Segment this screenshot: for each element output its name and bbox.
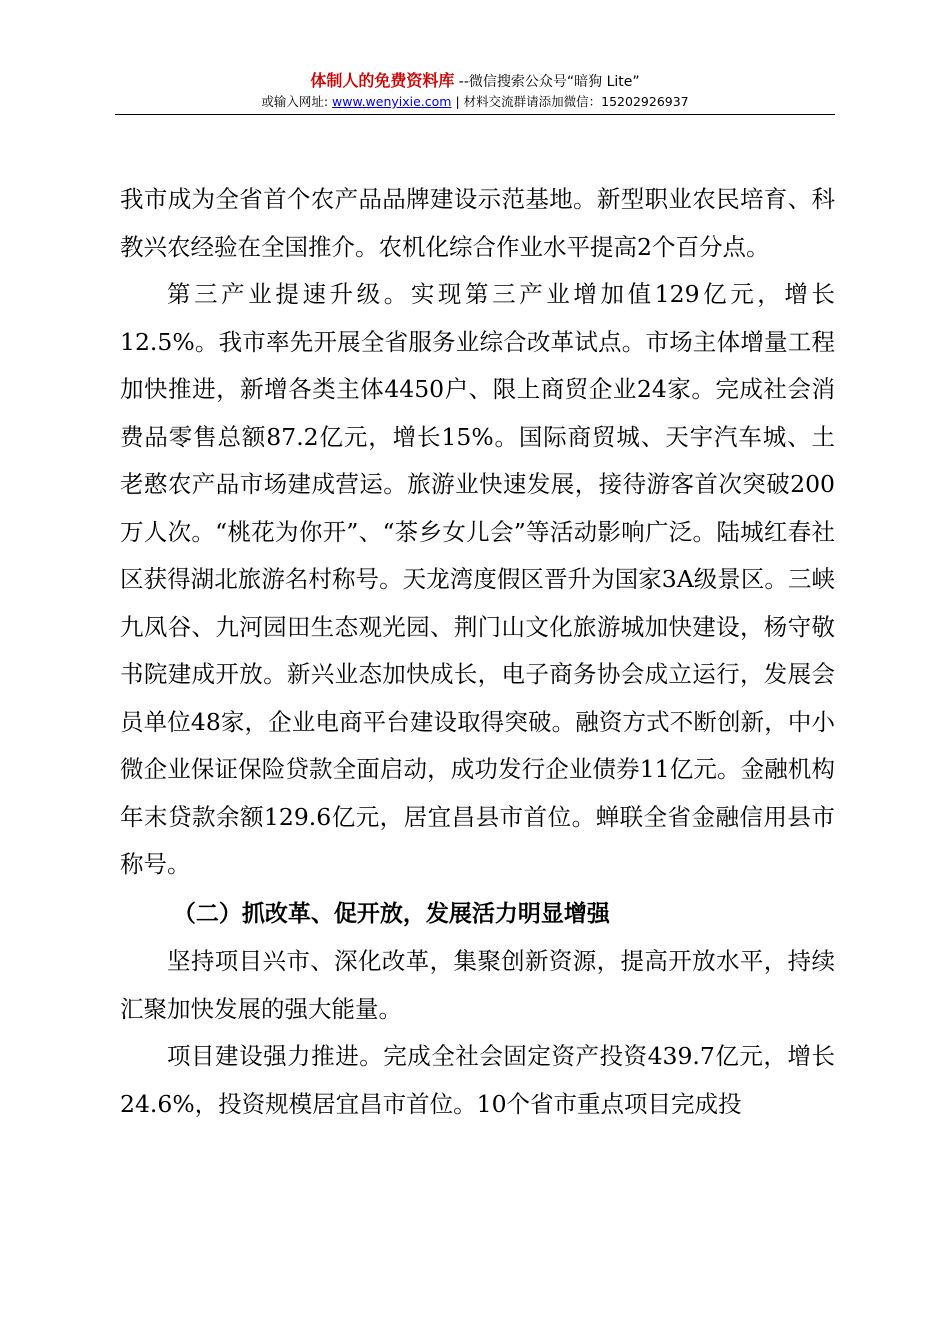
paragraph-tertiary-industry: 第三产业提速升级。实现第三产业增加值129亿元，增长12.5%。我市率先开展全省服务业综合改革试点。市场主体增量工程加快推进，新增各类主体4450户、限上商贸企业24家。完成社会消费品零售总额87.2亿元，增长15%。国际商贸城、天宇汽车城、土老憨农产品市场建成营运。旅游业快速发展，接待游客首次突破200万人次。“桃花为你开”、“茶乡女儿会”等活动影响广泛。陆城红春社区获得湖北旅游名村称号。天龙湾度假区晋升为国家3A级景区。三峡九凤谷、九河园田生态观光园、荆门山文化旅游城加快建设，杨守敬书院建成开放。新兴业态加快成长，电子商务协会成立运行，发展会员单位48家，企业电商平台建设取得突破。融资方式不断创新，中小微企业保证保险贷款全面启动，成功发行企业债券11亿元。金融机构年末贷款余额129.6亿元，居宜昌县市首位。蝉联全省金融信用县市称号。 [120, 280, 835, 878]
paragraph-project-construction: 项目建设强力推进。完成全社会固定资产投资439.7亿元，增长24.6%，投资规模居宜昌市首位。10个省市重点项目完成投 [120, 1042, 835, 1118]
header-brand-suffix: --微信搜索公众号“暗狗 Lite” [454, 74, 640, 90]
header-divider [115, 114, 835, 115]
paragraph-intro: 坚持项目兴市、深化改革，集聚创新资源，提高开放水平，持续汇聚加快发展的强大能量。 [120, 947, 835, 1023]
page-header [0, 70, 950, 111]
header-brand: 体制人的免费资料库 [310, 71, 455, 90]
section-heading: （二）抓改革、促开放，发展活力明显增强 [172, 900, 610, 927]
header-line-2 [0, 93, 950, 111]
header-url-prefix: 或输入网址: [261, 94, 333, 109]
document-body [120, 176, 835, 1128]
header-contact: | 材料交流群请添加微信：15202926937 [451, 94, 689, 109]
header-line-1 [0, 70, 950, 93]
paragraph-continued: 我市成为全省首个农产品品牌建设示范基地。新型职业农民培育、科教兴农经验在全国推介。农机化综合作业水平提高2个百分点。 [120, 185, 835, 261]
header-url-link[interactable]: www.wenyixie.com [332, 94, 452, 109]
